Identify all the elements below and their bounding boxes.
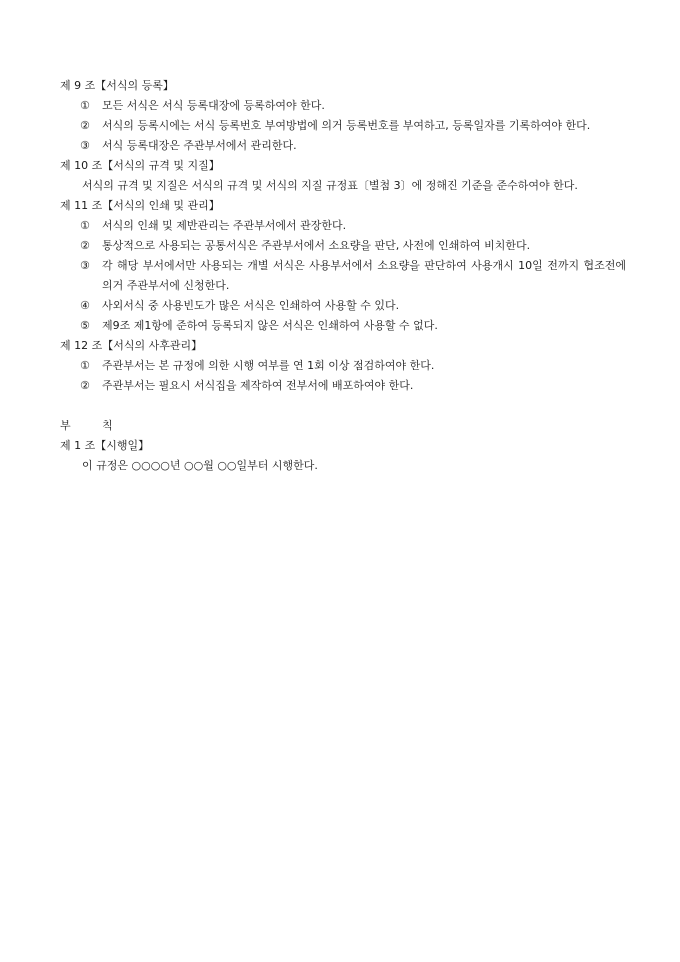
item-number: ②: [80, 119, 90, 132]
list-item: [60, 216, 626, 236]
article-body: 이 규정은 ○○○○년 ○○월 ○○일부터 시행한다.: [82, 459, 318, 472]
item-number: ②: [80, 379, 90, 392]
list-item: [60, 296, 626, 316]
list-item: [60, 376, 626, 396]
item-text: 서식 등록대장은 주관부서에서 관리한다.: [102, 139, 297, 152]
item-text: 모든 서식은 서식 등록대장에 등록하여야 한다.: [102, 99, 325, 112]
spacer: [60, 396, 626, 416]
addendum: [60, 416, 626, 476]
list-item: [60, 236, 626, 256]
article-heading: 제 9 조【서식의 등록】: [60, 79, 174, 92]
item-text: 통상적으로 사용되는 공통서식은 주관부서에서 소요량을 판단, 사전에 인쇄하여 비치한다.: [102, 239, 531, 252]
item-text: 주관부서는 필요시 서식집을 제작하여 전부서에 배포하여야 한다.: [102, 379, 414, 392]
item-number: ⑤: [80, 319, 90, 332]
list-item: [60, 136, 626, 156]
item-number: ③: [80, 259, 90, 272]
article-9: [60, 76, 626, 156]
list-item: [60, 256, 626, 296]
article-10: [60, 156, 626, 196]
item-text: 주관부서는 본 규정에 의한 시행 여부를 연 1회 이상 점검하여야 한다.: [102, 359, 435, 372]
item-text: 서식의 인쇄 및 제반관리는 주관부서에서 관장한다.: [102, 219, 347, 232]
item-text: 각 해당 부서에서만 사용되는 개별 서식은 사용부서에서 소요량을 판단하여 사용개시 10일 전까지 협조전에 의거 주관부서에 신청한다.: [102, 259, 626, 292]
item-text: 사외서식 중 사용빈도가 많은 서식은 인쇄하여 사용할 수 있다.: [102, 299, 400, 312]
list-item: [60, 316, 626, 336]
item-number: ①: [80, 359, 90, 372]
article-heading: 제 1 조【시행일】: [60, 439, 150, 452]
article-11: [60, 196, 626, 336]
item-text: 서식의 등록시에는 서식 등록번호 부여방법에 의거 등록번호를 부여하고, 등록일자를 기록하여야 한다.: [102, 119, 591, 132]
article-heading: 제 10 조【서식의 규격 및 지질】: [60, 159, 220, 172]
article-12: [60, 336, 626, 396]
item-number: ②: [80, 239, 90, 252]
list-item: [60, 96, 626, 116]
item-number: ④: [80, 299, 90, 312]
item-number: ①: [80, 99, 90, 112]
list-item: [60, 356, 626, 376]
article-heading: 제 11 조【서식의 인쇄 및 관리】: [60, 199, 220, 212]
item-number: ①: [80, 219, 90, 232]
article-body: 서식의 규격 및 지질은 서식의 규격 및 서식의 지질 규정표〔별첨 3〕에 정해진 기준을 준수하여야 한다.: [82, 179, 578, 192]
document-page: [60, 76, 626, 476]
article-heading: 제 12 조【서식의 사후관리】: [60, 339, 203, 352]
list-item: [60, 116, 626, 136]
item-number: ③: [80, 139, 90, 152]
addendum-title: 부 칙: [60, 419, 127, 432]
item-text: 제9조 제1항에 준하여 등록되지 않은 서식은 인쇄하여 사용할 수 없다.: [102, 319, 438, 332]
